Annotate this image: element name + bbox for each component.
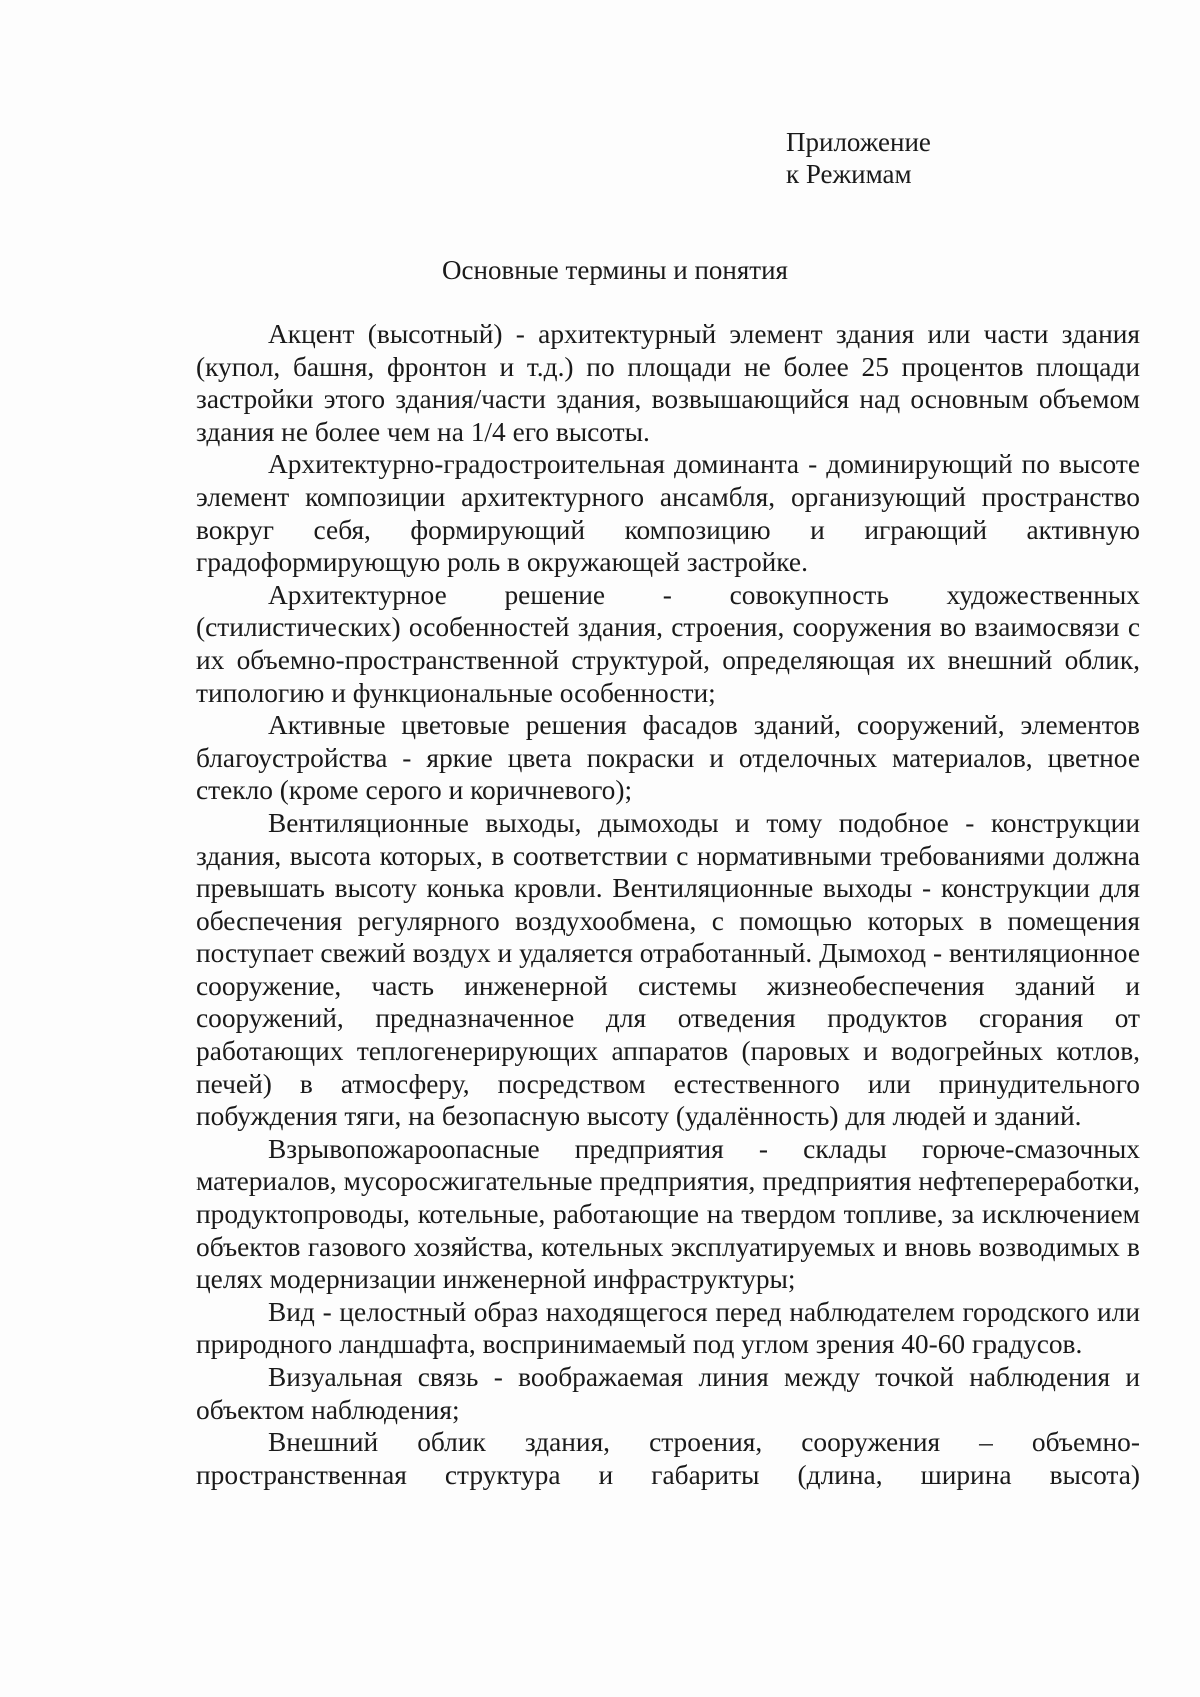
paragraph-visual-link: Визуальная связь - воображаемая линия между точкой наблюдения и объектом наблюдения;	[196, 1362, 1140, 1425]
document-title: Основные термины и понятия	[442, 255, 788, 285]
document-body	[196, 318, 1140, 1491]
paragraph-architectural-solution: Архитектурное решение - совокупность художественных (стилистических) особенностей здания, строения, сооружения во взаимосвязи с их объемно-пространственной структурой, определяющая их внешний облик, типологию и функциональные особенности;	[196, 579, 1140, 708]
appendix-line-2: к Режимам	[786, 159, 912, 189]
paragraph-exterior: Внешний облик здания, строения, сооружения – объемно-пространственная структура и габариты (длина, ширина высота)	[196, 1427, 1140, 1490]
appendix-line-1: Приложение	[786, 127, 931, 157]
appendix-heading	[786, 126, 931, 190]
paragraph-view: Вид - целостный образ находящегося перед наблюдателем городского или природного ландшафта, воспринимаемый под углом зрения 40-60 градусов.	[196, 1296, 1140, 1360]
paragraph-dominant: Архитектурно-градостроительная доминанта - доминирующий по высоте элемент композиции архитектурного ансамбля, организующий пространство вокруг себя, формирующий композицию и играющий активную градоформирующую роль в окружающей застройке.	[196, 449, 1140, 578]
paragraph-explosive-enterprises: Взрывопожароопасные предприятия - склады горюче-смазочных материалов, мусоросжигательные предприятия, предприятия нефтепереработки, продуктопроводы, котельные, работающие на твердом топливе, за исключением объектов газового хозяйства, котельных эксплуатируемых и вновь возводимых в целях модернизации инженерной инфраструктуры;	[196, 1133, 1140, 1295]
paragraph-ventilation: Вентиляционные выходы, дымоходы и тому подобное - конструкции здания, высота которых, в соответствии с нормативными требованиями должна превышать высоту конька кровли. Вентиляционные выходы - конструкции для обеспечения регулярного воздухообмена, с помощью которых в помещения поступает свежий воздух и удаляется отработанный. Дымоход - вентиляционное сооружение, часть инженерной системы жизнеобеспечения зданий и сооружений, предназначенное для отведения продуктов сгорания от работающих теплогенерирующих аппаратов (паровых и водогрейных котлов, печей) в атмосферу, посредством естественного или принудительного побуждения тяги, на безопасную высоту (удалённость) для людей и зданий.	[196, 807, 1140, 1132]
paragraph-color-solutions: Активные цветовые решения фасадов зданий, сооружений, элементов благоустройства - яркие цвета покраски и отделочных материалов, цветное стекло (кроме серого и коричневого);	[196, 710, 1140, 806]
paragraph-accent: Акцент (высотный) - архитектурный элемент здания или части здания (купол, башня, фронтон и т.д.) по площади не более 25 процентов площади застройки этого здания/части здания, возвышающийся над основным объемом здания не более чем на 1/4 его высоты.	[196, 319, 1140, 447]
